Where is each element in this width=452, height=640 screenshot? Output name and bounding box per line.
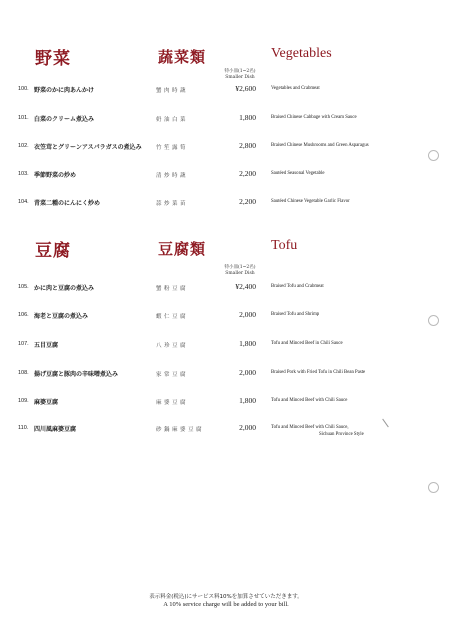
item-name-en [271, 425, 364, 438]
binder-hole [428, 315, 439, 326]
item-name-jp: 揚げ豆腐と豚肉の辛味噌煮込み [34, 371, 119, 378]
menu-item [0, 198, 452, 208]
section-title-jp: 豆腐 [35, 241, 71, 261]
item-number: 107. [18, 341, 29, 347]
binder-hole [428, 150, 439, 161]
item-name-cn: 蒜炒菜苗 [156, 201, 189, 207]
item-name-cn: 麻婆豆腐 [156, 400, 189, 406]
item-name-jp: 四川風麻婆豆腐 [34, 426, 77, 433]
price-header-en: Smaller Dish [225, 271, 255, 276]
section-title-en: Vegetables [271, 46, 332, 61]
item-name-en: Braised Chinese Mushrooms and Green Asparagus [271, 143, 369, 148]
item-name-cn: 蝦仁豆腐 [156, 314, 189, 320]
item-number: 102. [18, 143, 29, 149]
item-price: 2,000 [239, 310, 256, 319]
service-charge-note-en: A 10% service charge will be added to your bill. [163, 601, 289, 608]
item-number: 101. [18, 115, 29, 121]
item-number: 100. [18, 86, 29, 92]
menu-item [0, 397, 452, 407]
item-name-jp: 麻婆豆腐 [34, 399, 59, 406]
item-price: ¥2,600 [235, 84, 256, 93]
item-name-jp: 五目豆腐 [34, 342, 59, 349]
item-name-en: Braised Pork with Fried Tofu in Chili Bean Paste [271, 370, 366, 375]
item-name-jp: 青菜二種のにんにく炒め [34, 200, 101, 207]
item-number: 110. [18, 425, 29, 431]
item-name-jp: 季節野菜の炒め [34, 172, 77, 179]
item-price: 1,800 [239, 339, 256, 348]
item-price: 1,800 [239, 396, 256, 405]
item-name-cn: 蟹肉時蔬 [156, 88, 189, 94]
menu-item [0, 340, 452, 350]
menu-item [0, 114, 452, 124]
price-header-jp: 特小皿(1~2名) [224, 69, 256, 74]
item-number: 105. [18, 284, 29, 290]
item-name-en: Braised Tofu and Crabmeat [271, 284, 324, 289]
item-price: 2,200 [239, 169, 256, 178]
item-name-cn: 蟹粉豆腐 [156, 286, 189, 292]
item-name-jp: 白菜のクリーム煮込み [34, 116, 95, 123]
item-name-en: Braised Tofu and Shrimp [271, 312, 320, 317]
item-number: 104. [18, 199, 29, 205]
section-title-en: Tofu [271, 238, 298, 253]
item-name-en: Tofu and Minced Beef in Chili Sauce [271, 341, 343, 346]
price-header-en: Smaller Dish [225, 75, 255, 80]
price-header [222, 265, 258, 277]
item-name-en: Tofu and Minced Beef with Chili Sauce [271, 398, 348, 403]
item-name-jp: 海老と豆腐の煮込み [34, 313, 89, 320]
item-price: 1,800 [239, 113, 256, 122]
item-name-en-line2: Sichuan Province Style [319, 431, 364, 437]
item-name-cn: 八珍豆腐 [156, 343, 189, 349]
item-name-jp: 野菜のかに肉あんかけ [34, 87, 95, 94]
menu-item [0, 142, 452, 152]
item-name-jp: 衣笠茸とグリーンアスパラガスの煮込み [34, 144, 142, 151]
item-name-jp: かに肉と豆腐の煮込み [34, 285, 95, 292]
menu-item [0, 311, 452, 321]
item-number: 108. [18, 370, 29, 376]
service-charge-note-jp: 表示料金(税込)にサービス料10%を加算させていただきます。 [149, 594, 303, 600]
item-name-cn: 砂鍋麻婆豆腐 [156, 427, 205, 433]
item-number: 109. [18, 398, 29, 404]
price-header [222, 69, 258, 81]
section-title-cn: 蔬菜類 [158, 48, 207, 66]
section-title-cn: 豆腐類 [158, 240, 207, 258]
item-name-cn: 清炒時蔬 [156, 173, 189, 179]
item-name-cn: 竹笙露筍 [156, 145, 189, 151]
item-price: 2,000 [239, 368, 256, 377]
price-header-jp: 特小皿(1~2名) [224, 265, 256, 270]
item-price: ¥2,400 [235, 282, 256, 291]
item-name-cn: 家常豆腐 [156, 372, 189, 378]
item-name-cn: 奶油白菜 [156, 117, 189, 123]
menu-item [0, 85, 452, 95]
binder-hole [428, 482, 439, 493]
item-name-en-line1: Tofu and Minced Beef with Chili Sauce, [271, 425, 349, 430]
menu-item [0, 424, 452, 440]
item-price: 2,800 [239, 141, 256, 150]
item-name-en: Vegetables and Crabmeat [271, 86, 320, 91]
item-number: 106. [18, 312, 29, 318]
item-price: 2,000 [239, 423, 256, 432]
section-title-jp: 野菜 [35, 49, 71, 69]
item-name-en: Braised Chinese Cabbage with Cream Sauce [271, 115, 357, 120]
item-name-en: Sautéed Seasonal Vegetable [271, 171, 325, 176]
menu-item [0, 369, 452, 379]
menu-item [0, 170, 452, 180]
menu-item [0, 283, 452, 293]
item-name-en: Sautéed Chinese Vegetable Garlic Flavor [271, 199, 350, 204]
item-number: 103. [18, 171, 29, 177]
item-price: 2,200 [239, 197, 256, 206]
